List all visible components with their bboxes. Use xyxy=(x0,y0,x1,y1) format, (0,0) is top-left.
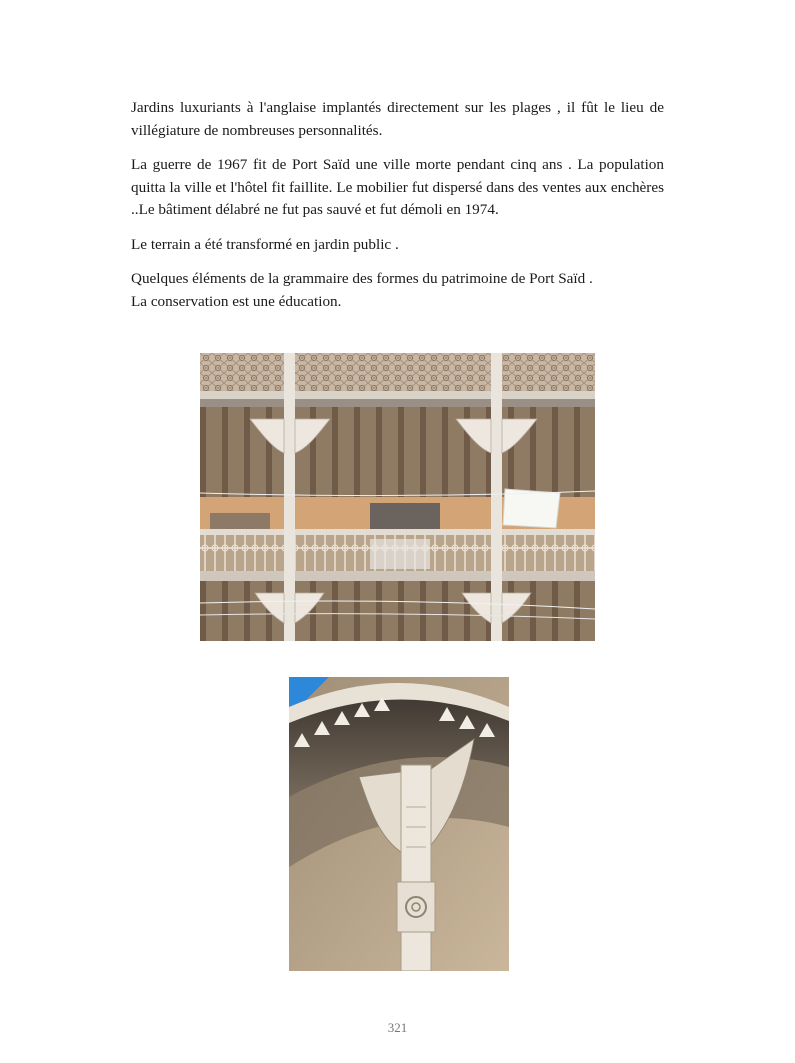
balcony-photo xyxy=(200,353,595,641)
column-detail-photo xyxy=(289,677,509,971)
paragraph-3: Le terrain a été transformé en jardin public . xyxy=(131,235,399,253)
column-illustration xyxy=(289,677,509,971)
closing-line-2: La conservation est une éducation. xyxy=(131,292,342,310)
body-text xyxy=(131,97,664,325)
closing-line-1: Quelques éléments de la grammaire des formes du patrimoine de Port Saïd . xyxy=(131,270,593,287)
balcony-illustration xyxy=(200,353,595,641)
paragraph-2: La guerre de 1967 fit de Port Saïd une ville morte pendant cinq ans . La population quitta la ville et l'hôtel fit faillite. Le mobilier fut dispersé dans des ventes aux enchères ..Le bâtiment délabré ne fut pas sauvé et fut démoli en 1974. xyxy=(131,156,664,218)
paragraph-4 xyxy=(131,268,664,313)
page-number: 321 xyxy=(387,1020,408,1035)
paragraph-1: Jardins luxuriants à l'anglaise implantés directement sur les plages , il fût le lieu de villégiature de nombreuses personnalités. xyxy=(131,99,664,139)
